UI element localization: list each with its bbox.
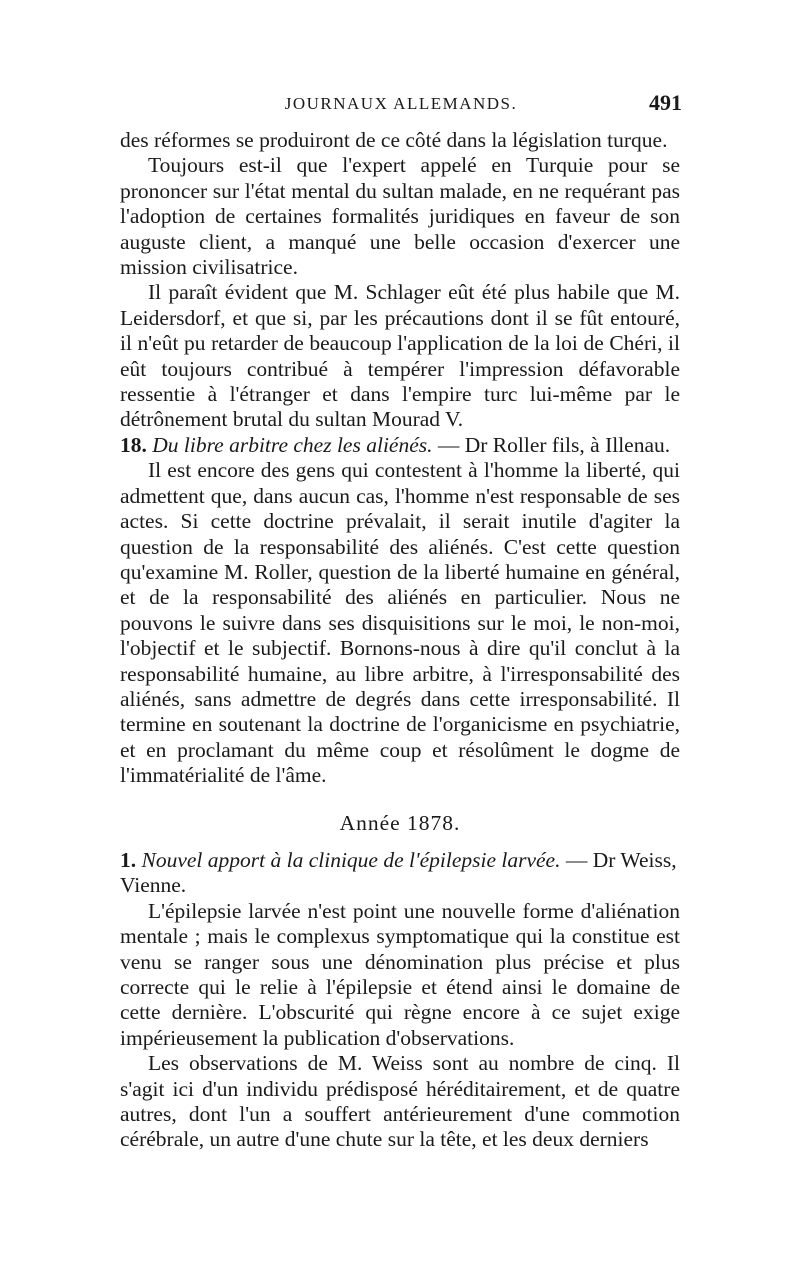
entry-place: Vienne. <box>120 873 187 898</box>
entry-work-title: Nouvel apport à la clinique de l'épilepsie larvée. <box>141 847 561 872</box>
text-block <box>120 128 680 1153</box>
paragraph-roller: Il est encore des gens qui contestent à l'homme la liberté, qui admettent que, dans aucun cas, l'homme n'est responsable de ses actes. Si cette doctrine prévalait, il serait inutile d'agiter la question de la responsabilité des aliénés. C'est cette question qu'examine M. Roller, question de la liberté humaine en général, et de la responsabilité des aliénés en particulier. Nous ne pouvons le suivre dans ses disquisitions sur le moi, le non-moi, l'objectif et le subjectif. Bornons-nous à dire qu'il conclut à la responsabilité humaine, au libre arbitre, à l'irresponsabilité des aliénés, sans admettre de degrés dans cette irresponsabilité. Il termine en soutenant la doctrine de l'organicisme en psychiatrie, et en proclamant du même coup et résolûment le dogme de l'immatérialité de l'âme. <box>120 458 680 788</box>
paragraph-schlager: Il paraît évident que M. Schlager eût été plus habile que M. Leidersdorf, et que si, par les précautions dont il se fût entouré, il n'eût pu retarder de beaucoup l'application de la loi de Chéri, il eût toujours contribué à tempérer l'impression défavorable ressentie à l'étranger et dans l'empire turc lui-même par le détrônement brutal du sultan Mourad V. <box>120 280 680 432</box>
entry-1-heading <box>120 848 680 899</box>
entry-number: 1. <box>120 847 137 872</box>
paragraph-weiss-observations: Les observations de M. Weiss sont au nombre de cinq. Il s'agit ici d'un individu prédisposé héréditairement, et de quatre autres, dont l'un a souffert antérieurement d'une commotion cérébrale, un autre d'une chute sur la tête, et les deux derniers <box>120 1051 680 1152</box>
running-head <box>120 90 682 122</box>
page-number: 491 <box>649 90 682 115</box>
entry-number: 18. <box>120 432 147 457</box>
entry-author: — Dr Roller fils, à Illenau. <box>432 432 671 457</box>
paragraph-continuation: des réformes se produiront de ce côté dans la législation turque. <box>120 128 668 152</box>
year-heading: Année 1878. <box>339 810 461 835</box>
entry-work-title: Du libre arbitre chez les aliénés. <box>152 432 433 457</box>
paragraph-epilepsie: L'épilepsie larvée n'est point une nouvelle forme d'aliénation mentale ; mais le complexus symptomatique qui la constitue est venu se ranger sous une dénomination plus précise et plus correcte qui le relie à l'épilepsie et étend ainsi le domaine de cette dernière. L'obscurité qui règne encore à ce sujet exige impérieusement la publication d'observations. <box>120 898 680 1050</box>
running-title: JOURNAUX ALLEMANDS. <box>284 94 518 113</box>
paragraph-expert-turkey: Toujours est-il que l'expert appelé en Turquie pour se prononcer sur l'état mental du sultan malade, en ne requérant pas l'adoption de certaines formalités juridiques en faveur de son auguste client, a manqué une belle occasion d'exercer une mission civilisatrice. <box>120 153 680 280</box>
entry-18-heading <box>120 433 680 458</box>
entry-author: — Dr Weiss, <box>560 847 677 872</box>
